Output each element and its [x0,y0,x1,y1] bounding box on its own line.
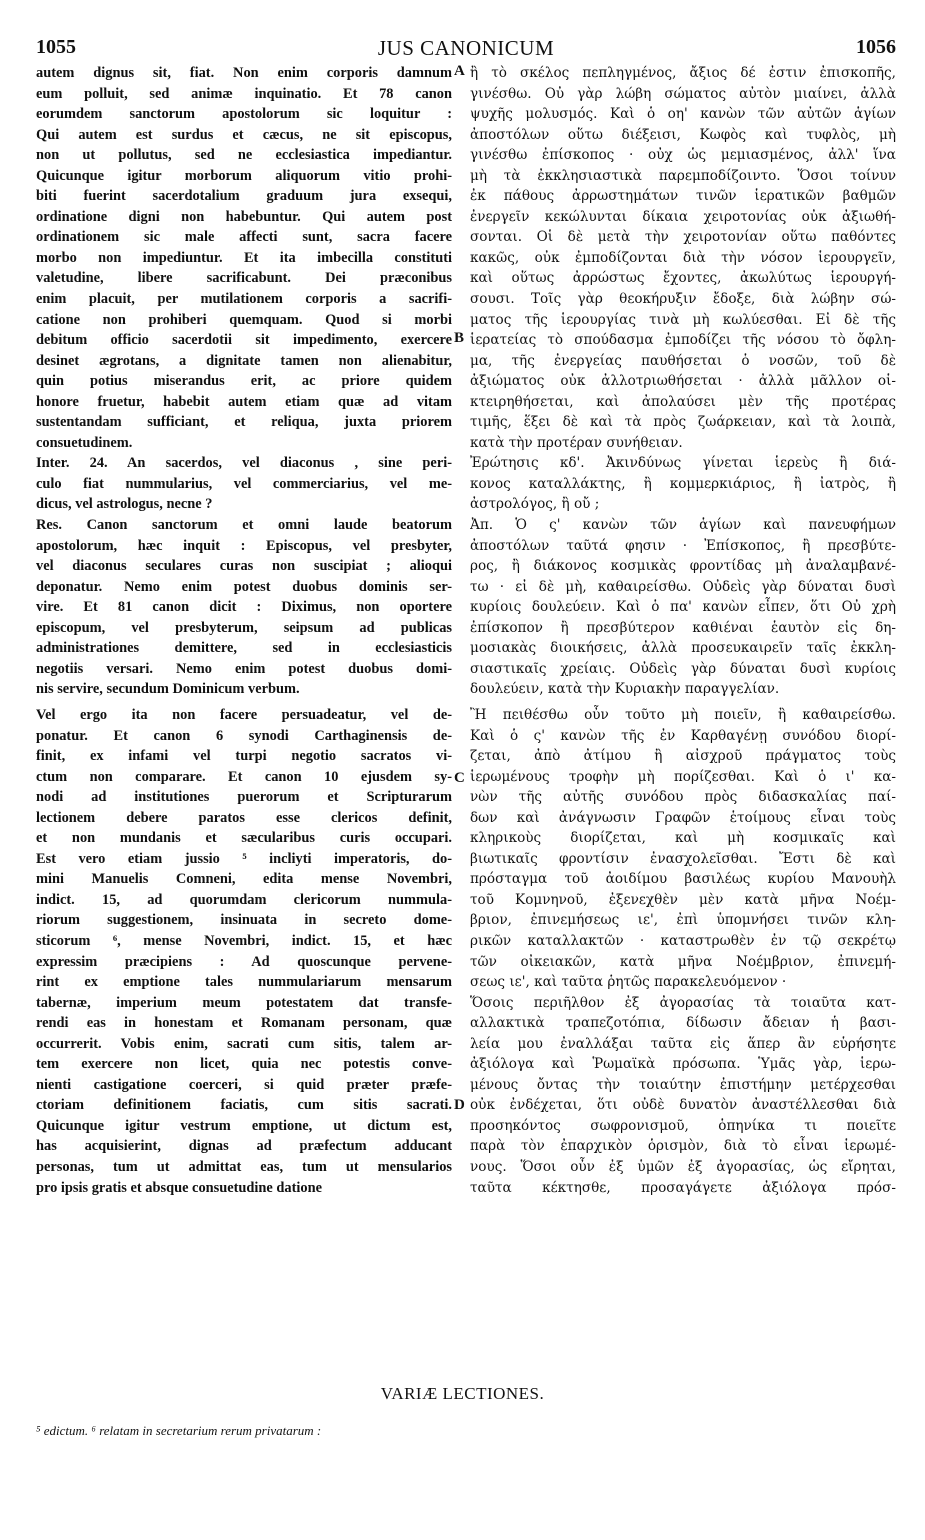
text-line: honore fruetur, habebit autem etiam quæ ad vitam [36,393,452,410]
text-line: ψυχῆς μολυσμός. Καὶ ὁ οη' κανὼν τῶν αὐτῶν ἁγίων [470,106,896,123]
text-line: κυρίοις δουλεύειν. Καὶ ὁ πα' κανὼν εἶπεν, ὅτι Οὐ χρὴ [470,599,896,616]
text-line: nienti castigatione coerceri, si quid præter præfe- [36,1076,452,1093]
text-line: κακῶς, οὐκ ἐμποδίζονται διὰ τὴν νόσον ἱερουργεῖν, [470,249,896,266]
text-line: ἀποστόλων οὕτω διέξεισι, Κωφὸς καὶ τυφλὸς, μὴ [470,126,896,143]
text-line: Quicunque igitur morborum aliquorum vitio prohi- [36,167,452,184]
text-line: σεως ιε', καὶ ταῦτα ῥητῶς παρακελευόμενον · [470,974,787,991]
text-line: κονος καταλλάκτης, ἢ κομμερκιάριος, ἢ ἰατρὸς, ἢ [470,475,896,492]
text-line: negotiis versari. Nemo enim potest duobus domi- [36,660,452,677]
text-line: autem dignus sit, fiat. Non enim corporis damnum [36,65,452,81]
text-line: ἀξιόλογα καὶ Ῥωμαϊκὰ πρόσωπα. Ὑμᾶς γὰρ, ἱερω- [470,1056,896,1073]
text-line: lectionem debere paratos esse clericos definit, [36,809,452,826]
text-line: γινέσθω ἐπίσκοπος · οὐχ ὡς μεμιασμένος, ἀλλ' ἵνα [470,147,896,164]
text-line: πρόσταγμα τοῦ ἀοιδίμου βασιλέως κυρίου Μανουὴλ [470,871,896,888]
margin-marker-c: C [454,770,465,786]
text-line: has acquisierint, dignas ad præfectum adducant [36,1138,452,1155]
text-line: ἀξιώματος οὐκ ἀλλοτριωθήσεται · ἀλλὰ μᾶλλον οἱ- [470,373,896,390]
text-line: τῶν οἰκειακῶν, κατὰ μῆνα Νοέμβριον, ἐπινεμή- [470,953,896,970]
page-number-left: 1055 [36,36,76,58]
text-line: personas, tum ut admittat eas, tum ut mensularios [36,1158,452,1175]
text-line: ρικῶν καταλλακτῶν · καταστρωθὲν ἐν τῷ σεκρέτῳ [470,932,896,949]
text-line: μένους ὄντας τὴν τοιαύτην ἐπιστήμην μετέρχεσθαι [470,1076,896,1093]
text-line: νους. Ὅσοι οὖν ἐξ ὑμῶν ἐξ ἀγορασίας, ὡς εἴρηται, [470,1158,896,1175]
text-line: apostolorum, hæc inquit : Episcopus, vel presbyter, [36,537,452,554]
text-line: Ἐρώτησις κδ'. Ἀκινδύνως γίνεται ἱερεὺς ἢ διά- [470,455,896,472]
text-line: quin potius miserandus erit, ac priore quidem [36,373,452,390]
text-line: ἢ τὸ σκέλος πεπληγμένος, ἄξιος δέ ἐστιν ἐπισκοπῆς, [470,65,896,81]
text-line: βιωτικαῖς φροντίσιν ἐνασχολεῖσθαι. Ἔστι δὲ καὶ [470,850,896,867]
text-line: ponatur. Et canon 6 synodi Carthaginensis de- [36,727,452,744]
text-line: ζεται, ἀπὸ ἀτίμου ἢ αἰσχροῦ πράγματος τοὺς [470,748,896,765]
text-line: non ut pollutus, sed ne ecclesiastica impediantur. [36,147,452,164]
page-header [36,36,896,62]
text-line: καὶ οὕτως ἀρρώστως ἔχοντες, ἀκωλύτως ἱερουργή- [470,270,896,287]
text-line: finit, ex infami vel turpi negotio sacratos vi- [36,748,452,765]
text-line: τοῦ Κομνηνοῦ, ἐξενεχθὲν μὲν κατὰ μῆνα Νοέμ- [470,891,896,908]
text-line: Vel ergo ita non facere persuadeatur, vel de- [36,706,452,723]
text-line: valetudine, libere sacrificabunt. Dei præconibus [36,270,452,287]
text-line: biti fuerint sacerdotalium graduum jura exsequi, [36,188,452,205]
text-line: ordinationem sic male affecti sunt, sacra facere [36,229,452,246]
text-line: Ἢ πειθέσθω οὖν τοῦτο μὴ ποιεῖν, ἢ καθαιρείσθω. [470,706,896,723]
text-line: tabernæ, imperium meum potestatem dat transfe- [36,994,452,1011]
text-line: eorumdem sanctorum apostolorum sic loquitur : [36,106,452,123]
text-line: episcopum, vel presbyterum, seipsum ad publicas [36,619,452,636]
running-title: JUS CANONICUM [377,36,555,60]
text-line: κατὰ τὴν προτέραν συνήθειαν. [470,434,683,451]
text-line: culo fiat nummularius, vel commerciarius, vel me- [36,475,452,492]
text-line: ἐκ πάθους ἀρρωστημάτων τινῶν ἱερατικῶν βαθμῶν [470,188,896,205]
latin-column [36,63,452,1198]
text-line: indict. 15, ad quorumdam clericorum nummula- [36,891,452,908]
text-line: Quicunque igitur vestrum emptione, ut dictum est, [36,1117,452,1134]
text-line: τω · εἰ δὲ μὴ, καθαιρείσθω. Οὐδεὶς γὰρ δύναται δυσὶ [470,578,896,595]
text-line: αλλακτικὰ τραπεζοτόπια, δίδωσιν ἄδειαν ἡ βασι- [470,1015,896,1032]
text-line: κληρικοὺς διορίζεται, καὶ μὴ κοσμικαῖς καὶ [470,830,896,847]
text-line: ἱερωμένους τροφὴν μὴ πορίζεσθαι. Καὶ ὁ ι' κα- [470,768,896,785]
text-line: Qui autem est surdus et cæcus, ne sit episcopus, [36,126,452,143]
text-line: Ὅσοις περιῆλθον ἐξ ἀγορασίας τὰ τοιαῦτα κατ- [470,994,896,1011]
text-line: catione non prohiberi quemquam. Quod si morbi [36,311,452,328]
text-line: λεία μου ἐναλλάξαι ταῦτα εἰς ἅπερ ἂν εὑρήσητε [470,1035,896,1052]
text-line: Καὶ ὁ ς' κανὼν τῆς ἐν Καρθαγένῃ συνόδου διορί- [470,727,896,744]
text-line: consuetudinem. [36,434,133,451]
text-line: ordinatione digni non habebuntur. Qui autem post [36,208,452,225]
text-line: ματος τῆς ἱερουργίας τινὰ μὴ κωλύεσθαι. Εἰ δὲ τῆς [470,311,896,328]
text-line: Res. Canon sanctorum et omni laude beatorum [36,517,452,534]
text-line: δουλεύειν, κατὰ τὴν Κυριακὴν παραγγελίαν. [470,681,780,698]
text-line: οὐκ ἐνδέχεται, ὅτι οὐδὲ δυνατὸν ἀναστέλλεσθαι διὰ [470,1097,896,1114]
text-line: τιμῆς, ἕξει δὲ καὶ τὰ πρὸς ζωάρκειαν, καὶ τὰ λοιπὰ, [470,414,896,431]
footnotes: ⁵ edictum. ⁶ relatam in secretarium rerum privatarum : [36,1423,322,1438]
text-line: expressim præcipiens : Ad quoscunque pervene- [36,953,452,970]
text-line: δων καὶ ἀνάγνωσιν Γραφῶν ἑτοίμους εἶναι τοὺς [470,809,896,826]
text-line: morbo non impediuntur. Et ita imbecilla constituti [36,249,452,266]
text-line: administrationes demittere, sed in ecclesiasticis [36,640,452,657]
text-line: προσηκόντος σωφρονισμοῦ, ὁπηνίκα τι ποιεῖτε [470,1117,896,1134]
text-line: ταῦτα κέκτησθε, προσαγάγετε ἀξιόλογα πρόσ- [470,1179,896,1196]
text-line: enim placuit, per mutilationem corporis a sacrifi- [36,291,452,308]
text-line: sustentandam sufficiant, et reliqua, juxta priorem [36,414,452,431]
text-line: ἐπίσκοπον ἢ πρεσβύτερον καθιέναι ἑαυτὸν εἰς δη- [470,619,896,636]
text-line: debitum officio sacerdotii sit impedimento, exercere [36,332,452,349]
text-line: et non mundanis et sæcularibus curis occupari. [36,830,452,847]
text-line: ἱερατείας τὸ σπούδασμα ἐμποδίζει τῆς νόσου τὸ ὄφλη- [470,332,896,349]
text-line: vire. Et 81 canon dicit : Diximus, non oportere [36,599,452,616]
text-line: nis servire, secundum Dominicum verbum. [36,681,300,698]
text-line: desinet ægrotans, a dignitate tamen non alienabitur, [36,352,452,369]
text-line: ctoriam definitionem faciatis, cum sitis sacrati. [36,1097,452,1114]
text-line: mini Manuelis Comneni, edita mense Novembri, [36,871,452,888]
text-line: ἐνεργεῖν κεκώλυνται δίκαια χειροτονίας οὐκ ἀξιωθή- [470,208,896,225]
text-line: deponatur. Nemo enim potest duobus dominis ser- [36,578,452,595]
text-line: ἀποστόλων ταῦτά φησιν · Ἐπίσκοπος, ἢ πρεσβύτε- [470,537,896,554]
text-line: ctum non comparare. Et canon 10 ejusdem sy- [36,768,452,785]
text-line: rendi eas in honestam et Romanam personam, quæ [36,1015,452,1032]
text-line: ἀστρολόγος, ἢ οὔ ; [470,496,600,513]
text-line: tem exercere non licet, quia nec potestis conve- [36,1056,452,1073]
text-line: βριον, ἐπινεμήσεως ιε', ἐπὶ ὑπομνήσει τινῶν κλη- [470,912,896,929]
text-line: γινέσθω. Οὐ γὰρ λώβη σώματος αὐτὸν μιαίνει, ἀλλὰ [470,85,896,102]
text-line: riorum suggestionem, insinuata in secreto dome- [36,912,452,929]
text-line: μοσιακὰς διοικήσεις, ἀλλὰ προσευκαιρεῖν ταῖς ἐκκλη- [470,640,896,657]
text-line: vel diaconus seculares curas non suscipiat ; alioqui [36,558,452,575]
text-line: Est vero etiam jussio ⁵ incliyti imperatoris, do- [36,850,452,867]
text-line: μὴ τὰ ἐκκλησιαστικὰ παρεμποδίζοιντο. Ὅσοι τοίνυν [470,167,896,184]
text-line: σονται. Οἱ δὲ μετὰ τὴν χειροτονίαν οὕτω παθόντες [470,229,896,246]
text-line: Ἀπ. Ὁ ς' κανὼν τῶν ἁγίων καὶ πανευφήμων [470,517,896,534]
text-line: occurrerit. Vobis enim, sacrati cum sitis, talem ar- [36,1035,452,1052]
text-line: νὼν τῆς αὐτῆς συνόδου πρὸς διδασκαλίας παί- [470,789,896,806]
page-number-right: 1056 [856,36,896,58]
text-line: Inter. 24. An sacerdos, vel diaconus , sine peri- [36,455,452,472]
variae-lectiones-heading: VARIÆ LECTIONES. [380,1384,545,1403]
text-line: eum polluit, sed animæ inquinatio. Et 78 canon [36,85,452,102]
text-line: rint ex emptione tales nummulariarum mensarum [36,974,452,991]
text-line: nodi ad institutiones puerorum et Scripturarum [36,789,452,806]
greek-column [470,63,896,1198]
margin-marker-a: A [454,63,465,79]
margin-marker-b: B [454,330,465,346]
text-line: κτειρηθήσεται, καὶ ἀπολαύσει μὲν τῆς προτέρας [470,393,896,410]
text-line: σουσι. Τοῖς γὰρ θεοκήρυξιν ἔδοξε, διὰ λώβην σώ- [470,291,896,308]
text-line: sticorum ⁶, mense Novembri, indict. 15, et hæc [36,932,452,949]
text-line: μα, τῆς ἐνεργείας παυθήσεται ὁ νοσῶν, τοῦ δὲ [470,352,896,369]
text-line: pro ipsis gratis et absque consuetudine datione [36,1179,322,1196]
text-line: dicus, vel astrologus, necne ? [36,496,213,513]
margin-marker-d: D [454,1097,465,1113]
text-line: παρὰ τὸν ἐπαρχικὸν ὁρισμὸν, διὰ τὸ εἶναι ἱερωμέ- [470,1138,896,1155]
text-line: σιαστικαῖς χρείαις. Οὐδεὶς γὰρ δύναται δυσὶ κυρίοις [470,660,896,677]
text-line: ρος, ἢ διάκονος κοσμικὰς φροντίδας μὴ ἀναλαμβανέ- [470,558,896,575]
